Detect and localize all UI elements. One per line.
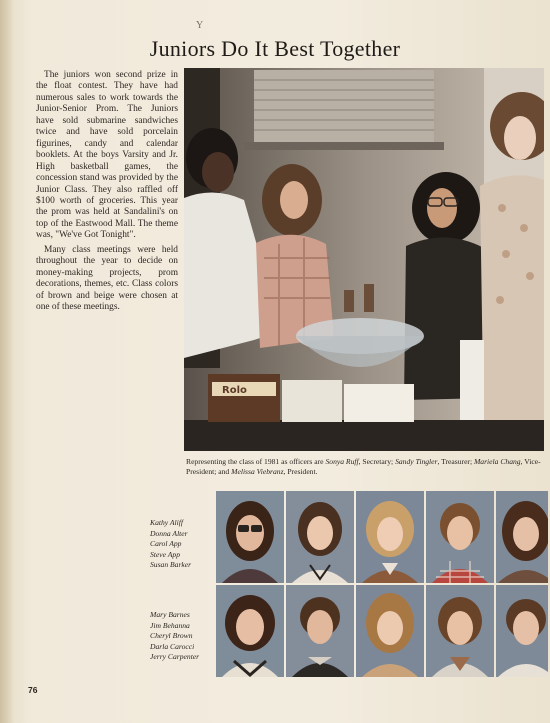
portrait-photo <box>426 491 494 583</box>
portrait-names-row-2 <box>150 610 220 663</box>
portrait-photo <box>356 585 424 677</box>
caption-role-vice-president: , Vice-President; and <box>186 457 541 476</box>
portrait-photo <box>426 585 494 677</box>
caption-officer-secretary: Sonya Ruff <box>325 457 359 466</box>
portrait-photo <box>496 585 548 677</box>
table <box>184 420 544 451</box>
portrait-name: Darla Carocci <box>150 641 195 651</box>
caption-officer-vice-president: Mariela Chang <box>473 457 521 466</box>
portrait-photo <box>216 585 284 677</box>
caption-officer-treasurer: Sandy Tingler <box>395 457 438 466</box>
rolo-label: Rolo <box>222 385 247 396</box>
article-paragraph-2: Many class meetings were held throughout the year to decide on money-making projects, prom decorations, themes, etc. Class colors of brown and beige were chosen at one of these meetings. <box>36 244 178 313</box>
person-4-blouse <box>480 175 544 451</box>
bottle-1 <box>344 290 354 312</box>
binding-shadow <box>0 0 14 723</box>
person-3-face <box>427 188 457 228</box>
officers-photo-illustration <box>184 68 544 451</box>
article-body <box>36 70 178 317</box>
bottle-2 <box>364 284 374 312</box>
portrait-photo <box>216 491 284 583</box>
portrait-photo <box>496 491 548 583</box>
caption-intro: Representing the class of 1981 as officers are <box>186 457 326 466</box>
portrait-name: Jim Behanna <box>150 620 190 630</box>
cup-stack <box>460 340 484 428</box>
portrait-name: Steve App <box>150 549 181 559</box>
caption-role-president: , President. <box>283 467 318 476</box>
officers-photo <box>184 68 544 451</box>
portrait-photo <box>356 491 424 583</box>
portrait-photo <box>286 585 354 677</box>
rolo-box <box>208 374 280 422</box>
photo-caption <box>186 457 544 477</box>
portrait-photo <box>286 491 354 583</box>
portrait-name: Jerry Carpenter <box>150 652 200 661</box>
portrait-illustration <box>496 585 548 677</box>
person-2-face <box>280 181 308 219</box>
portrait-name: Kathy Aliff <box>150 518 183 527</box>
person-1-face <box>202 152 234 192</box>
portrait-illustration <box>216 491 284 583</box>
caption-role-secretary: , Secretary; <box>358 457 396 466</box>
portrait-illustration <box>356 491 424 583</box>
portrait-name: Cheryl Brown <box>150 631 193 640</box>
caption-officer-president: Melissa Viebranz <box>231 467 284 476</box>
portrait-illustration <box>356 585 424 677</box>
portrait-name: Susan Barker <box>150 560 192 569</box>
portrait-names-row-1 <box>150 518 220 571</box>
article-paragraph-1: The juniors won second prize in the float contest. They have had numerous sales to work towards the Junior-Senior Prom. The Juniors have sold submarine sandwiches twice and have sold porcelain figurines, candy and calendar booklets. At the boys Varsity and Jr. High basketball games, the concession stand was provided by the Junior Class. They also raffled off $100 worth of groceries. This year the prom was held at Sandalini's on top of the Eastwood Mall. The theme was, "We've Got Tonight". <box>36 70 178 241</box>
portrait-illustration <box>426 585 494 677</box>
person-4-face <box>504 116 536 160</box>
portrait-name: Mary Barnes <box>150 610 190 619</box>
portrait-illustration <box>286 585 354 677</box>
portrait-illustration <box>286 491 354 583</box>
window-sill <box>244 142 444 150</box>
portrait-name: Carol App <box>150 539 182 548</box>
portrait-illustration <box>426 491 494 583</box>
portrait-name: Donna Alter <box>150 528 188 538</box>
plate-stack <box>344 384 414 422</box>
portrait-illustration <box>216 585 284 677</box>
napkin-box <box>282 380 342 422</box>
corner-mark: Y <box>196 20 204 31</box>
portrait-illustration <box>496 491 548 583</box>
caption-role-treasurer: , Treasurer; <box>437 457 474 466</box>
window-blind <box>254 70 434 142</box>
page-number: 76 <box>28 685 38 695</box>
page-title: Juniors Do It Best Together <box>149 36 401 61</box>
